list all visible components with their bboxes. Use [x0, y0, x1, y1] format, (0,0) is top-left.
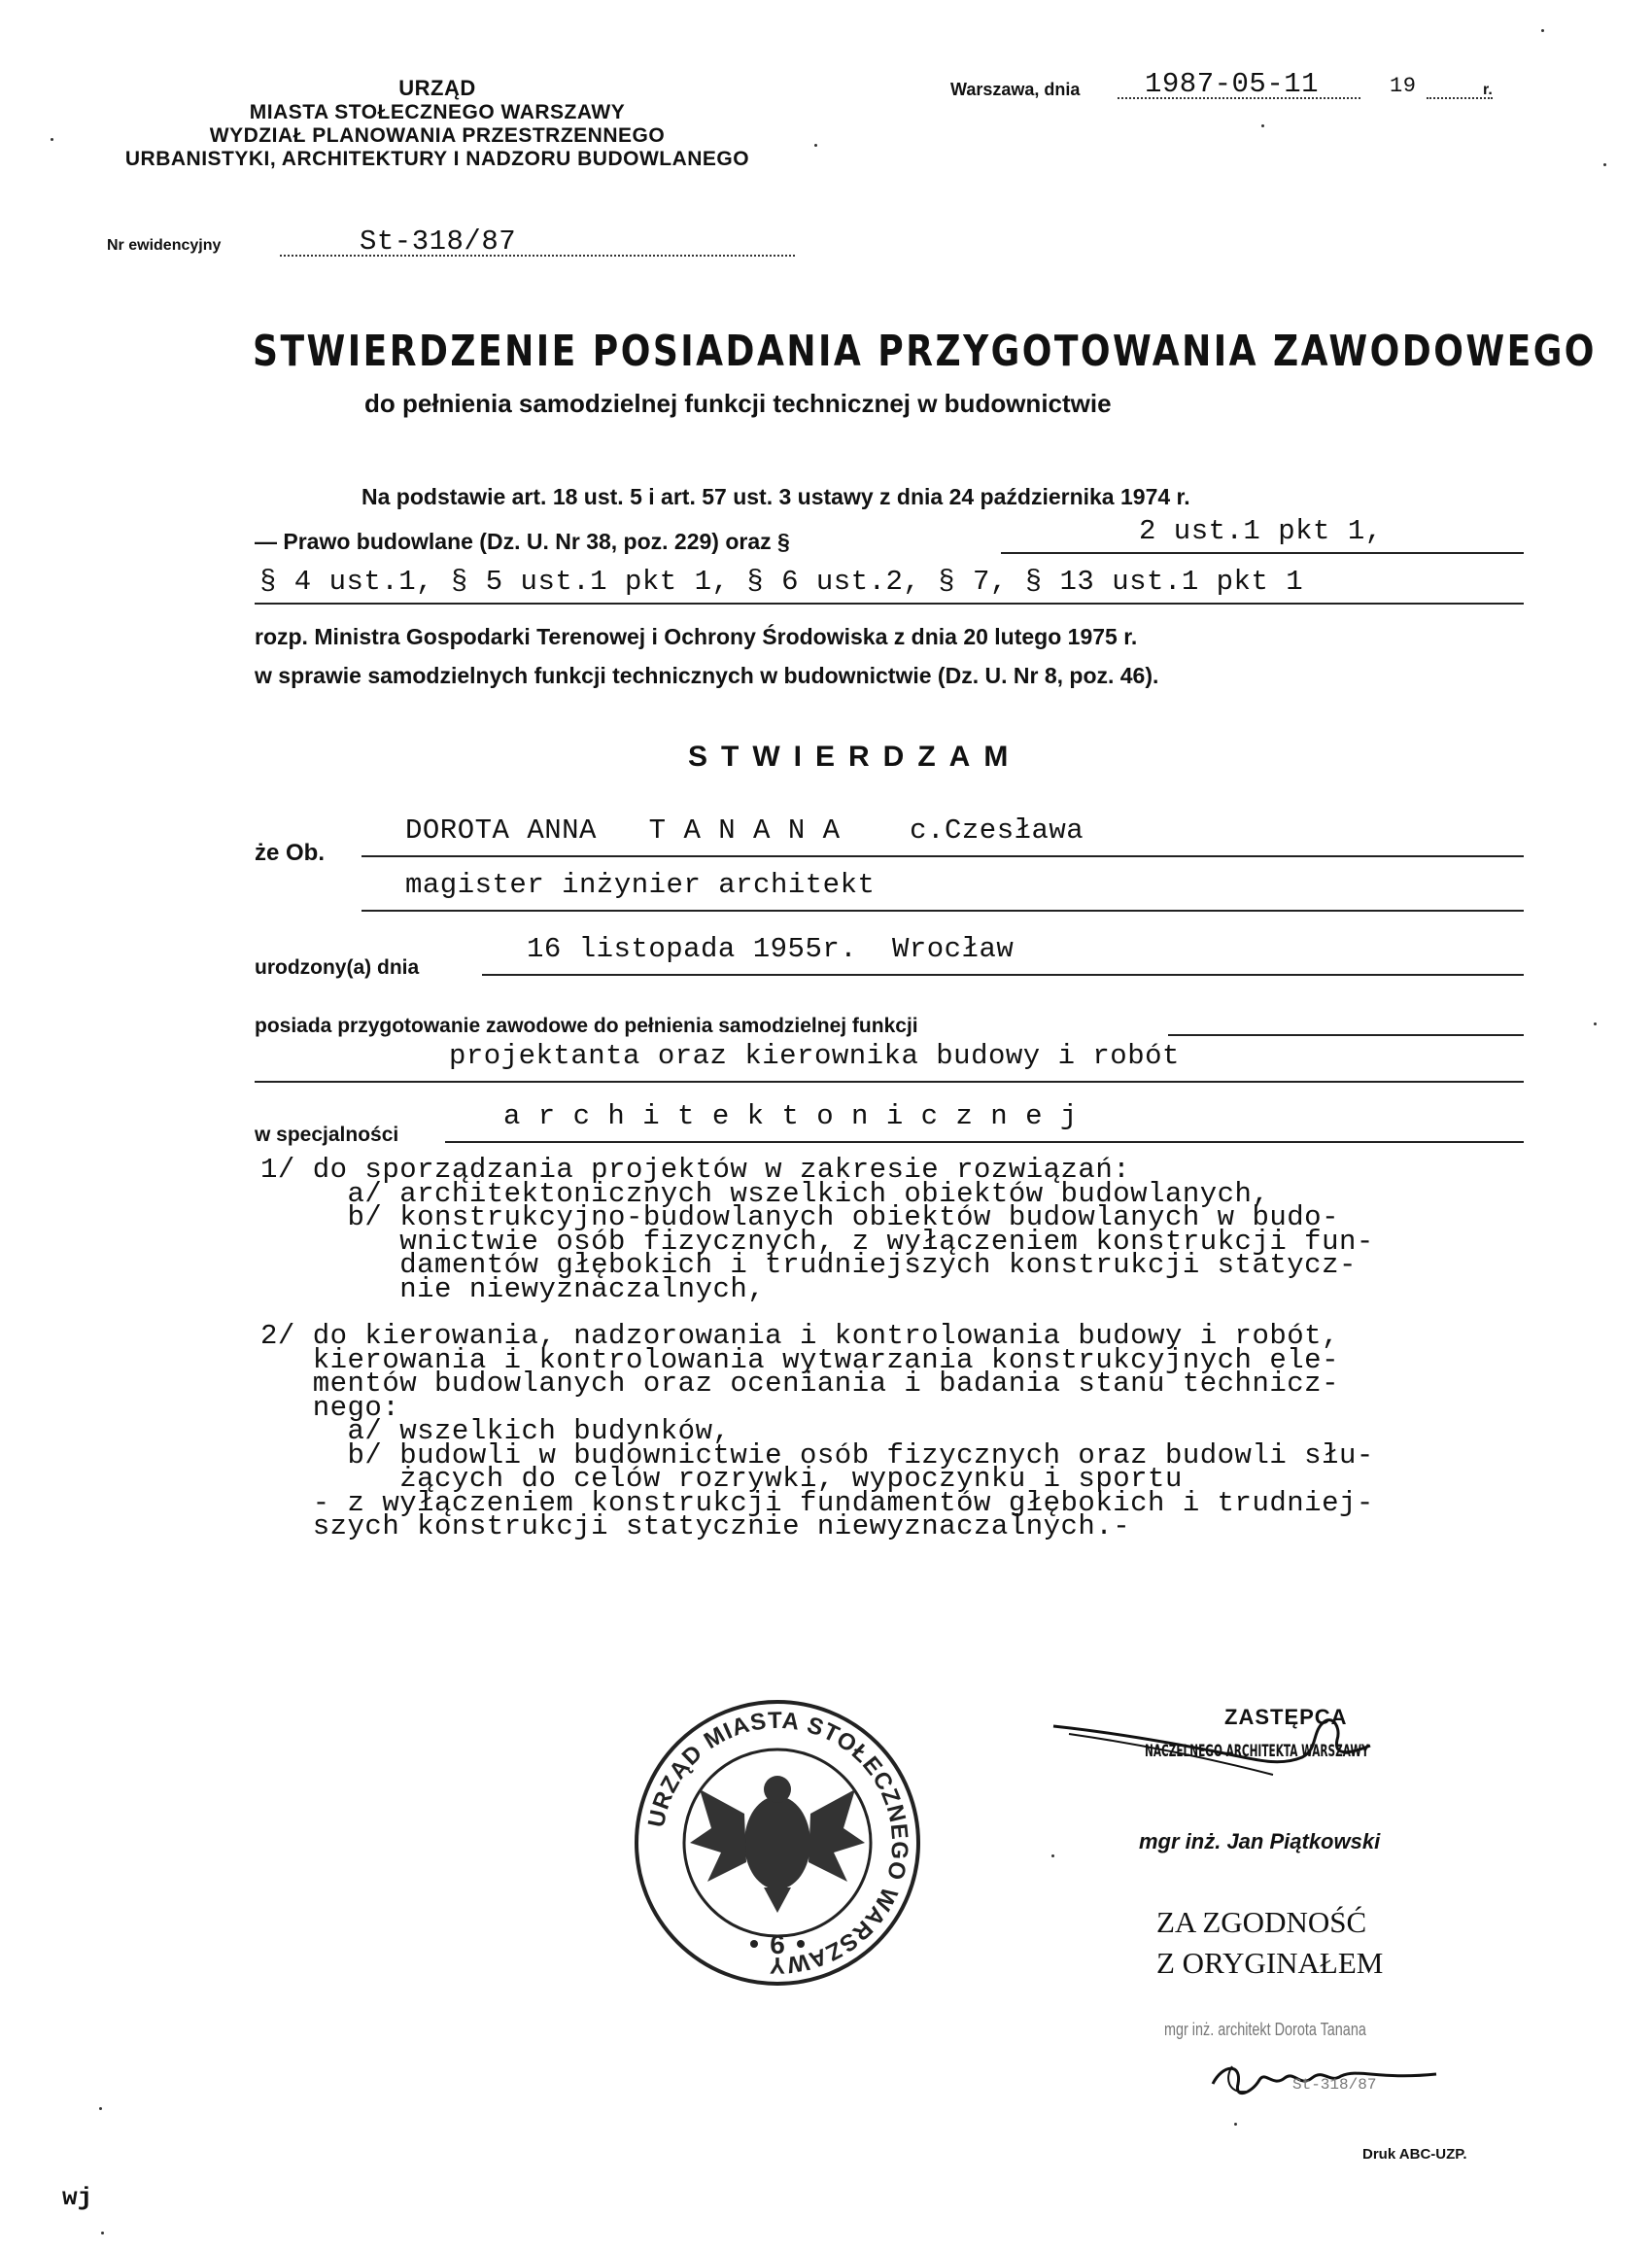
corner-mark: wj	[62, 2183, 93, 2212]
scan-speck	[1234, 2123, 1237, 2126]
seal-graphic	[632, 1697, 923, 1989]
office-line-4: URBANISTYKI, ARCHITEKTURY I NADZORU BUDOWLANEGO	[124, 148, 750, 170]
person-block	[255, 811, 1518, 1180]
certification-line-2: Z ORYGINAŁEM	[1156, 1946, 1384, 1980]
ob-label: że Ob.	[255, 840, 326, 866]
scope-line: b/ budowli w budownictwie osób fizycznych oraz budowli słu-	[260, 1438, 1374, 1472]
function-underline	[255, 1081, 1524, 1083]
legal-line-5: w sprawie samodzielnych funkcji technicznych w budownictwie (Dz. U. Nr 8, poz. 46).	[255, 663, 1159, 688]
handwritten-signature-icon	[1050, 1699, 1477, 1786]
scope-line: mentów budowlanych oraz oceniania i badania stanu technicz-	[260, 1368, 1339, 1400]
spec-underline	[445, 1141, 1524, 1143]
office-line-3: WYDZIAŁ PLANOWANIA PRZESTRZENNEGO	[209, 124, 666, 147]
spec-value: a r c h i t e k t o n i c z n e j	[503, 1100, 1078, 1132]
legal-line-2-fill: 2 ust.1 pkt 1,	[1139, 515, 1383, 547]
person-name: DOROTA ANNA T A N A N A c.Czesława	[405, 814, 1084, 847]
office-line-1: URZĄD	[398, 76, 476, 100]
legal-line-3-fill: § 4 ust.1, § 5 ust.1 pkt 1, § 6 ust.2, § 7, § 13 ust.1 pkt 1	[259, 566, 1304, 598]
legal-basis	[255, 476, 1518, 710]
scope-line: 2/ do kierowania, nadzorowania i kontrolowania budowy i robót,	[260, 1320, 1339, 1352]
signature-line-2: NACZELNEGO ARCHITEKTA WARSZAWY	[1145, 1742, 1369, 1761]
signature-line-1: ZASTĘPCA	[1224, 1705, 1348, 1729]
certification-stamp-number: St-318/87	[1292, 2076, 1377, 2094]
scope-line: wnictwie osób fizycznych, z wyłączeniem konstrukcji fun-	[260, 1225, 1374, 1258]
scope-line: 1/ do sporządzania projektów w zakresie rozwiązań:	[260, 1154, 1131, 1186]
stwierdzam-heading: STWIERDZAM	[688, 741, 1022, 773]
spec-label: w specjalności	[255, 1124, 399, 1146]
scan-speck	[99, 2107, 102, 2110]
scope-line: damentów głębokich i trudniejszych konstrukcji statycz-	[260, 1249, 1357, 1281]
legal-line-2-underline	[1001, 552, 1524, 554]
registry-label: Nr ewidencyjny	[107, 237, 222, 254]
person-title: magister inżynier architekt	[405, 869, 876, 901]
legal-line-1: Na podstawie art. 18 ust. 5 i art. 57 ust. 3 ustawy z dnia 24 października 1974 r.	[361, 484, 1190, 509]
year-suffix: r.	[1483, 82, 1493, 98]
seal-number: 6	[770, 1929, 785, 1959]
registry-number-row	[107, 225, 690, 262]
scope-line: nego:	[260, 1391, 400, 1424]
document-title: STWIERDZENIE POSIADANIA PRZYGOTOWANIA ZAWODOWEGO	[253, 327, 1597, 376]
signature-block	[1050, 1699, 1477, 1893]
scope-line: szych konstrukcji statycznie niewyznaczalnych.-	[260, 1510, 1131, 1542]
place-label: Warszawa, dnia	[950, 80, 1081, 99]
name-underline	[361, 855, 1524, 857]
office-line-2: MIASTA STOŁECZNEGO WARSZAWY	[249, 101, 626, 123]
scan-speck	[1594, 1022, 1597, 1025]
scan-speck	[101, 2232, 104, 2234]
scope-list	[260, 1154, 1563, 1542]
scope-line: a/ wszelkich budynków,	[260, 1415, 731, 1447]
registry-value: St-318/87	[360, 225, 517, 258]
official-round-stamp	[632, 1697, 923, 1989]
scan-speck	[51, 138, 53, 141]
title-underline	[361, 910, 1524, 912]
legal-line-4: rozp. Ministra Gospodarki Terenowej i Ochrony Środowiska z dnia 20 lutego 1975 r.	[255, 624, 1138, 649]
year-prefix: 19	[1390, 74, 1417, 98]
document-subtitle: do pełnienia samodzielnej funkcji technicznej w budownictwie	[364, 389, 1112, 418]
scan-speck	[1261, 124, 1264, 127]
scope-line: b/ konstrukcyjno-budowlanych obiektów budowlanych w budo-	[260, 1201, 1339, 1233]
scan-speck	[1541, 29, 1544, 32]
posiada-underline	[1168, 1034, 1524, 1036]
office-header	[78, 76, 797, 171]
scan-speck	[814, 144, 817, 147]
printer-mark: Druk ABC-UZP.	[1362, 2146, 1467, 2163]
scope-line: żących do celów rozrywki, wypoczynku i sportu	[260, 1463, 1183, 1495]
legal-line-3-underline	[255, 603, 1524, 605]
scan-speck	[1051, 1854, 1054, 1857]
scope-line: nie niewyznaczalnych,	[260, 1272, 766, 1305]
certification-line-1: ZA ZGODNOŚĆ	[1156, 1905, 1367, 1939]
scope-line: - z wyłączeniem konstrukcji fundamentów głębokich i trudniej-	[260, 1486, 1374, 1519]
date-dotted-line	[1118, 97, 1360, 99]
scope-line: kierowania i kontrolowania wytwarzania konstrukcyjnych ele-	[260, 1343, 1339, 1376]
eagle-emblem-icon	[690, 1776, 865, 1913]
born-underline	[482, 974, 1524, 976]
date-row	[950, 68, 1533, 107]
certification-stamp-text: mgr inż. architekt Dorota Tanana	[1164, 2020, 1366, 2039]
legal-line-2: — Prawo budowlane (Dz. U. Nr 38, poz. 229) oraz §	[255, 529, 790, 554]
posiada-text: posiada przygotowanie zawodowe do pełnienia samodzielnej funkcji	[255, 1015, 918, 1037]
registry-dotted-line	[280, 255, 795, 257]
scope-line: a/ architektonicznych wszelkich obiektów budowlanych,	[260, 1177, 1270, 1210]
date-value: 1987-05-11	[1145, 68, 1320, 100]
born-value: 16 listopada 1955r. Wrocław	[527, 933, 1015, 965]
function-value: projektanta oraz kierownika budowy i robót	[449, 1040, 1180, 1072]
signer-name: mgr inż. Jan Piątkowski	[1139, 1829, 1381, 1853]
seal-ring-text: URZĄD MIASTA STOŁECZNEGO WARSZAWY	[643, 1707, 913, 1979]
born-label: urodzony(a) dnia	[255, 956, 420, 979]
scan-speck	[1603, 163, 1606, 166]
